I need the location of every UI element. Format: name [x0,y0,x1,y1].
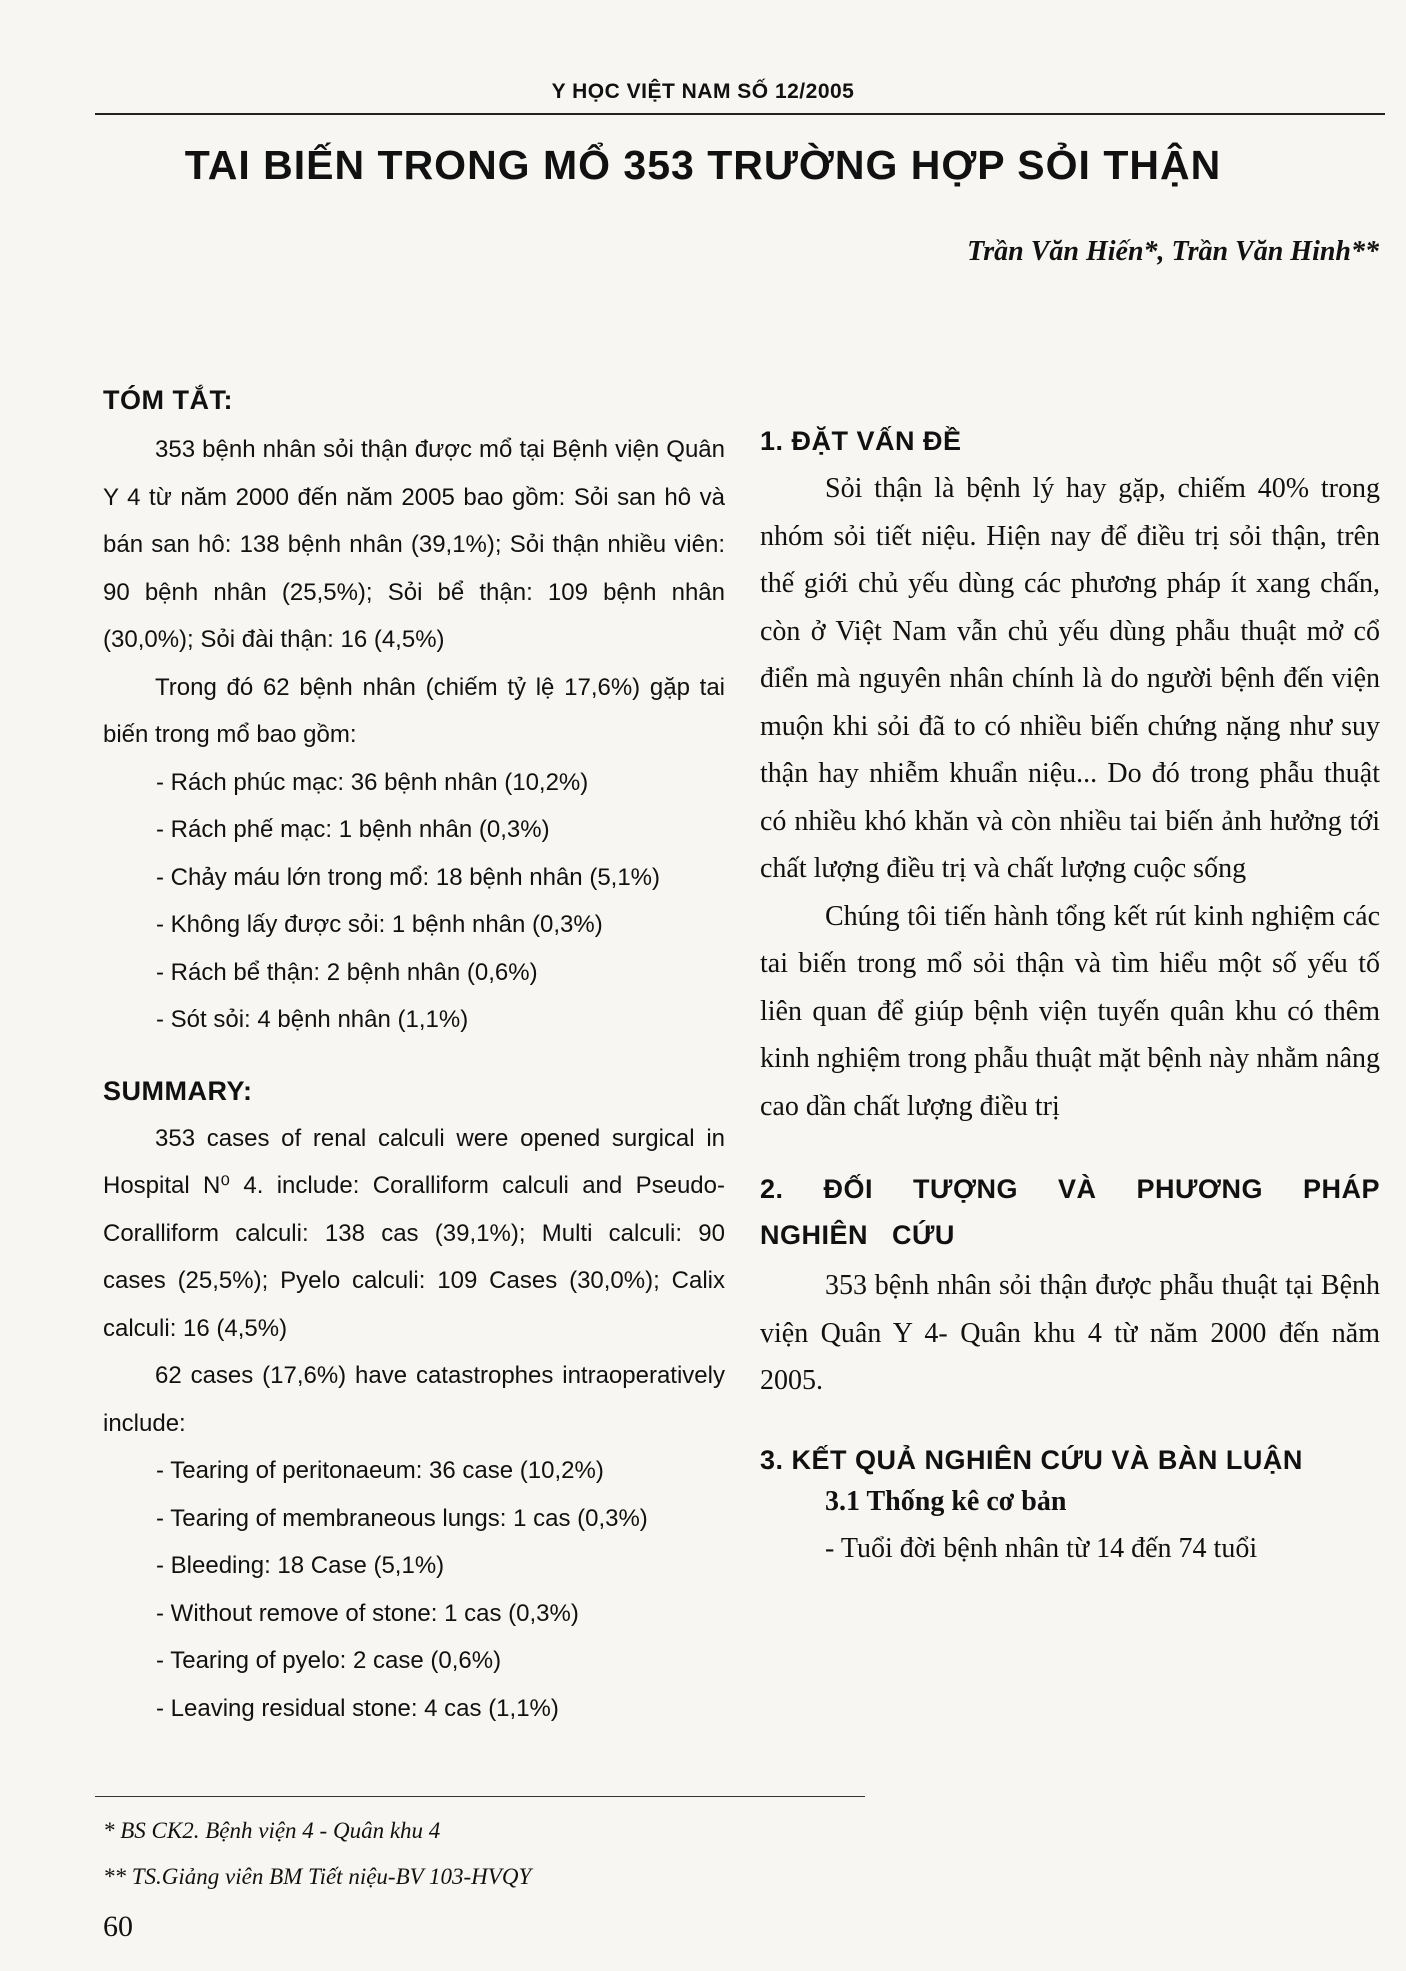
summary-paragraph: 62 cases (17,6%) have catastrophes intraoperatively include: [103,1362,725,1437]
header-rule [95,113,1385,115]
main-text [760,426,1380,1573]
page-number: 60 [103,1910,133,1943]
abstract-vi-heading: TÓM TẮT: [103,385,233,415]
section-1-paragraph: Chúng tôi tiến hành tổng kết rút kinh nghiệm các tai biến trong mổ sỏi thận và tìm hiểu một số yếu tố liên quan để giúp bệnh viện tuyến quân khu có thêm kinh nghiệm trong phẫu thuật mặt bệnh này nhằm nâng cao dần chất lượng điều trị [760,900,1380,1122]
abstract-vi-item: - Rách bể thận: 2 bệnh nhân (0,6%) [156,958,538,986]
summary-item: - Tearing of pyelo: 2 case (0,6%) [156,1647,502,1674]
section-2-paragraph: 353 bệnh nhân sỏi thận được phẫu thuật tại Bệnh viện Quân Y 4- Quân khu 4 từ năm 2000 đến năm 2005. [760,1270,1380,1396]
section-3-subheading: 3.1 Thống kê cơ bản [825,1485,1067,1517]
article-title: TAI BIẾN TRONG MỔ 353 TRƯỜNG HỢP SỎI THẬN [184,142,1222,188]
summary-item: - Tearing of membraneous lungs: 1 cas (0,3%) [156,1504,648,1532]
footnote: * BS CK2. Bệnh viện 4 - Quân khu 4 [103,1818,441,1843]
abstract-vi-paragraph: Trong đó 62 bệnh nhân (chiếm tỷ lệ 17,6%) gặp tai biến trong mổ bao gồm: [103,673,725,748]
authors: Trần Văn Hiến*, Trần Văn Hinh** [967,236,1379,267]
footnotes [103,1812,531,1904]
summary-heading: SUMMARY: [103,1075,253,1106]
abstract-vi-item: - Rách phúc mạc: 36 bệnh nhân (10,2%) [156,768,589,796]
abstract-vi [103,385,725,1732]
abstract-vi-item: - Sót sỏi: 4 bệnh nhân (1,1%) [156,1006,469,1033]
summary-paragraph: 353 cases of renal calculi were opened surgical in Hospital N⁰ 4. include: Coralliform calculi and Pseudo-Coralliform calculi: 138 cas (39,1%); Multi calculi: 90 cases (25,5%); Pyelo calculi: 109 Cases (30,0%); Calix calculi: 16 (4,5%) [103,1124,725,1342]
abstract-vi-item: - Rách phế mạc: 1 bệnh nhân (0,3%) [156,816,550,843]
section-1-paragraph: Sỏi thận là bệnh lý hay gặp, chiếm 40% trong nhóm sỏi tiết niệu. Hiện nay để điều trị sỏi thận, trên thế giới chủ yếu dùng các phương pháp ít xang chấn, còn ở Việt Nam vẫn chủ yếu dùng phẫu thuật mở cổ điển mà nguyên nhân chính là do người bệnh đến viện muộn khi sỏi đã to có nhiều biến chứng nặng như suy thận hay nhiễm khuẩn niệu... Do đó trong phẫu thuật có nhiều khó khăn và còn nhiều tai biến ảnh hưởng tới chất lượng điều trị và chất lượng cuộc sống [760,473,1380,884]
abstract-vi-paragraph: 353 bệnh nhân sỏi thận được mổ tại Bệnh viện Quân Y 4 từ năm 2000 đến năm 2005 bao gồm: Sỏi san hô và bán san hô: 138 bệnh nhân (39,1%); Sỏi thận nhiều viên: 90 bệnh nhân (25,5%); Sỏi bể thận: 109 bệnh nhân (30,0%); Sỏi đài thận: 16 (4,5%) [103,436,725,653]
section-3-item: - Tuổi đời bệnh nhân từ 14 đến 74 tuổi [825,1533,1258,1564]
section-2-heading: 2. ĐỐI TƯỢNG VÀ PHƯƠNG PHÁP NGHIÊN CỨU [760,1174,1380,1250]
footnote: ** TS.Giảng viên BM Tiết niệu-BV 103-HVQY [103,1864,532,1889]
summary-item: - Bleeding: 18 Case (5,1%) [156,1552,445,1579]
running-head: Y HỌC VIỆT NAM SỐ 12/2005 [551,80,855,103]
summary-item: - Tearing of peritonaeum: 36 case (10,2%) [156,1457,604,1484]
section-3-heading: 3. KẾT QUẢ NGHIÊN CỨU VÀ BÀN LUẬN [760,1444,1303,1475]
section-1-heading: 1. ĐẶT VẤN ĐỀ [760,426,962,456]
summary-item: - Without remove of stone: 1 cas (0,3%) [156,1599,579,1627]
abstract-vi-item: - Không lấy được sỏi: 1 bệnh nhân (0,3%) [156,911,603,938]
footnote-rule [95,1796,865,1797]
summary-item: - Leaving residual stone: 4 cas (1,1%) [156,1694,559,1722]
abstract-vi-item: - Chảy máu lớn trong mổ: 18 bệnh nhân (5,1%) [156,863,661,891]
